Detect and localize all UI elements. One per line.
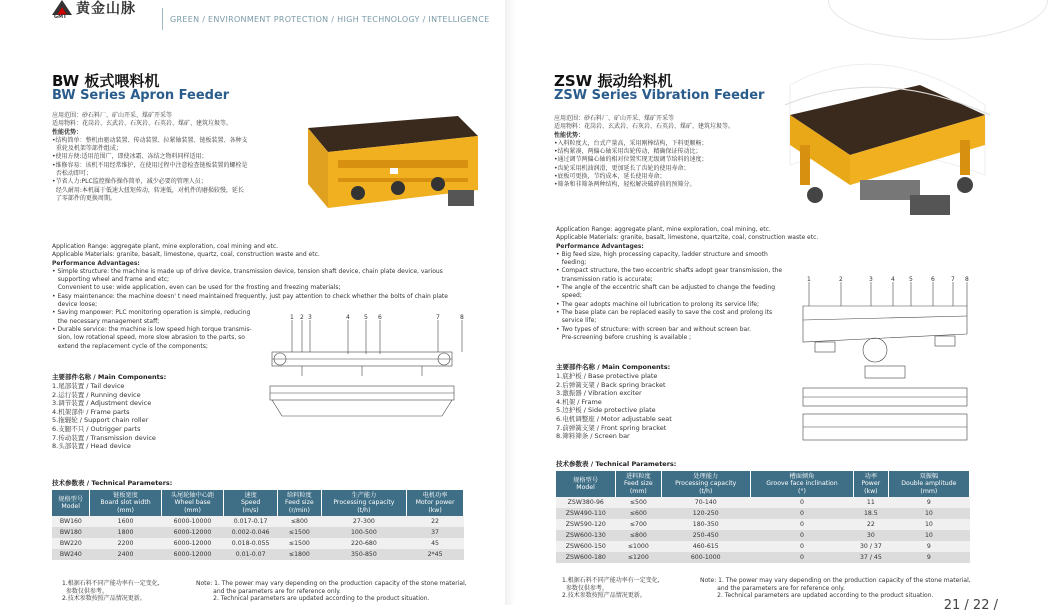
left-cn-perf-line: 经久耐用:本机属于低速大扭矩传动，转速低，对机件的磨损较慢，延长	[52, 186, 244, 194]
right-table-cell: ≤700	[616, 519, 662, 530]
right-table-cell: 10	[888, 519, 969, 530]
left-en-material: Applicable Materials: granite, basalt, limestone, quartz, coal, construction waste and etc.	[52, 251, 320, 259]
right-table-cell: ZSW590-120	[556, 519, 616, 530]
right-en-perf-line: • Compact structure, the two eccentric shafts adopt gear transmission, the	[556, 267, 783, 275]
left-component-item: 7.传动装置 / Transmission device	[52, 433, 156, 442]
right-table-cell: 0	[750, 541, 853, 552]
right-table-cell: 10	[888, 508, 969, 519]
logo-sub: GMT	[54, 14, 67, 20]
right-cn-perf-title: 性能优势：	[554, 131, 585, 139]
left-table-cell: ≤800	[278, 516, 322, 527]
right-table-cell: 0	[750, 552, 853, 563]
left-en-perf-line: sion, low rotational speed, more slow abrasion to the parts, so	[52, 334, 245, 342]
right-table-cell: ZSW600-130	[556, 530, 616, 541]
right-component-item: 5.边护板 / Side protective plate	[556, 406, 656, 415]
page-numbers: 21 / 22 /	[943, 598, 998, 613]
left-table-cell: BW220	[52, 538, 90, 549]
left-table-cell: 37	[407, 527, 464, 538]
left-diagram-callout: 3	[308, 314, 312, 321]
left-en-perf-line: • Simple structure: the machine is made up of drive device, transmission device, tension shaft device, chain plate device, various	[52, 267, 443, 275]
right-table-cell: 70-140	[661, 497, 750, 508]
right-en-range: Application Range: aggregate plant, mine exploration, coal mining, etc.	[556, 226, 771, 233]
right-table-cell: 0	[750, 519, 853, 530]
left-component-item: 1.尾部装置 / Tail device	[52, 382, 125, 390]
left-cn-range: 应用范围：砂石料厂、矿山开采、煤矿开采等	[52, 112, 173, 119]
right-cn-perf-line: •入料粒度大，台式产量高，采用刚棒结构，下料更顺畅；	[554, 139, 708, 147]
right-table-cell: ≤600	[616, 508, 662, 519]
left-component-item: 3.调节装置 / Adjustment device	[52, 399, 152, 408]
left-table-cell: 45	[407, 538, 464, 549]
right-table-cell: ZSW490-110	[556, 508, 616, 519]
company-logo	[52, 0, 162, 20]
left-en-perf-line: device loose;	[52, 301, 98, 309]
tagline: GREEN / ENVIRONMENT PROTECTION / HIGH TECHNOLOGY / INTELLIGENCE	[170, 15, 490, 24]
left-param-title: 技术参数表 / Technical Parameters:	[52, 479, 173, 487]
left-table-row	[52, 538, 464, 549]
left-cn-perf-line: 重轮及机架等部件组成；	[52, 145, 122, 153]
left-note-cn-line: 参数仅供参考。	[62, 587, 108, 595]
right-component-item: 1.底护板 / Base protective plate	[556, 372, 658, 380]
right-en-perf-line: • The angle of the eccentric shaft can be adjusted to change the feeding	[556, 284, 776, 292]
right-en-perf-line: • Big feed size, high processing capacity, ladder structure and smooth	[556, 250, 768, 258]
left-table-header-cell: 链板宽度 Board slot width (mm)	[90, 490, 162, 516]
right-note-en-line: Note: 1. The power may vary depending on the production capacity of the stone material,	[700, 577, 971, 584]
right-table-cell: ZSW380-96	[556, 497, 616, 508]
left-en-perf-line: • Saving manpower: PLC monitoring operation is simple, reducing	[52, 309, 251, 317]
right-table-header-cell: 功率 Power (kw)	[853, 471, 888, 497]
left-table-header-cell: 生产能力 Processing capacity (t/h)	[321, 490, 406, 516]
right-notes-cn	[562, 577, 702, 600]
right-cn-perf-line: •筛条和非筛条两种结构，轻松解决破碎前的预筛分。	[554, 181, 696, 189]
left-cn-perf-list	[52, 137, 282, 203]
left-diagram-callout: 5	[364, 314, 368, 321]
left-notes-en	[196, 580, 496, 603]
right-table-header-cell: 规格型号 Model	[556, 471, 616, 497]
right-table-cell: ≤500	[616, 497, 662, 508]
left-table-cell: 6000-12000	[161, 538, 223, 549]
left-table-cell: 0.01-0.07	[224, 549, 278, 560]
right-en-perf-line: Pre-screening before crushing is available ;	[556, 333, 692, 341]
left-table-header-cell: 速度 Speed (m/s)	[224, 490, 278, 516]
left-comp-title: 主要部件名称 / Main Components:	[52, 373, 167, 381]
left-table-row	[52, 549, 464, 560]
right-table-cell: 30 / 37	[853, 541, 888, 552]
right-table-cell: 0	[750, 530, 853, 541]
left-cn-perf-line: •使用方便:适用范围广，即使冰霜、冻结之物料同样适用；	[52, 153, 208, 161]
left-diagram-callout: 6	[378, 314, 382, 321]
left-table-cell: 6000-12000	[161, 549, 223, 560]
left-en-perf-line: supporting wheel and frame and etc;	[52, 276, 170, 284]
left-cn-description	[52, 112, 282, 203]
right-table-cell: ZSW600-150	[556, 541, 616, 552]
left-table-cell: 1800	[90, 527, 162, 538]
left-diagram-callout: 8	[460, 314, 464, 321]
left-diagram-callout: 2	[300, 314, 304, 321]
left-diagram-callout: 7	[436, 314, 440, 321]
left-notes-cn	[62, 580, 202, 603]
right-en-perf-line: service life;	[556, 317, 597, 325]
left-en-perf-line: extend the replacement cycle of the components;	[52, 342, 208, 350]
left-diagram-callout: 1	[290, 314, 294, 321]
right-diagram-callout: 8	[965, 276, 969, 283]
right-notes-en	[700, 577, 1000, 600]
right-table-header-cell: 处理能力 Processing capacity (t/h)	[661, 471, 750, 497]
left-table-cell: 0.017-0.17	[224, 516, 278, 527]
right-diagram-callout: 7	[951, 276, 955, 283]
left-table-cell: 100-500	[321, 527, 406, 538]
left-table-cell: 27-300	[321, 516, 406, 527]
left-en-perf-title: Performance Advantages:	[52, 259, 140, 267]
right-diagram-callout: 3	[869, 276, 873, 283]
right-table-cell: ≤800	[616, 530, 662, 541]
right-table-body	[556, 497, 970, 563]
left-note-en-line: 2. Technical parameters are updated according to the product situation.	[196, 595, 430, 602]
right-note-en-line: 2. Technical parameters are updated according to the product situation.	[700, 592, 934, 599]
right-diagram-callout: 6	[931, 276, 935, 283]
right-table-cell: 9	[888, 552, 969, 563]
left-cn-perf-title: 性能优势：	[52, 128, 83, 136]
left-table-cell: BW180	[52, 527, 90, 538]
apron-feeder-photo	[298, 98, 483, 228]
logo-text: 黄金山脉	[76, 1, 136, 17]
right-table-header-cell: 进料粒度 Feed size (mm)	[616, 471, 662, 497]
right-comp-list	[556, 372, 756, 441]
apron-feeder-diagram	[262, 312, 468, 422]
right-table-cell: ≤1200	[616, 552, 662, 563]
right-param-title: 技术参数表 / Technical Parameters:	[556, 460, 677, 468]
right-table-row	[556, 530, 970, 541]
right-en-perf-line: feeding;	[556, 259, 587, 267]
right-table-cell: 10	[888, 530, 969, 541]
right-components	[556, 362, 756, 441]
right-diagram-callout: 2	[839, 276, 843, 283]
left-table-header-row	[52, 490, 464, 516]
right-table-header-row	[556, 471, 970, 497]
left-table-body	[52, 516, 464, 560]
left-table-cell: 0.018-0.055	[224, 538, 278, 549]
right-table-header-cell: 槽面倾角 Groove face inclination (°)	[750, 471, 853, 497]
left-table-cell: 2*45	[407, 549, 464, 560]
right-table-cell: 22	[853, 519, 888, 530]
left-table-header-cell: 给料粒度 Feed size (r/min)	[278, 490, 322, 516]
left-note-cn-line: 1.根据石料不同产能功率有一定变化,	[62, 580, 160, 587]
right-table-cell: 180-350	[661, 519, 750, 530]
right-table-cell: 18.5	[853, 508, 888, 519]
right-table-row	[556, 508, 970, 519]
right-en-perf-title: Performance Advantages:	[556, 242, 644, 250]
left-table-row	[52, 516, 464, 527]
left-en-perf-line: Convenient to use: wide application, even can be used for the frosting and freezing materials;	[52, 284, 341, 292]
right-title-cn: ZSW 振动给料机	[554, 72, 673, 90]
right-table-cell: 9	[888, 541, 969, 552]
left-cn-perf-line: •结构简单：整机由驱动装置、传动装置、拉紧轴装置、链板装置、各种支	[52, 136, 248, 144]
left-table-cell: ≤1500	[278, 538, 322, 549]
left-table-cell: 2200	[90, 538, 162, 549]
left-table-cell: ≤1500	[278, 527, 322, 538]
right-cn-perf-line: •通过调节两偏心轴的相对位置实现无级调节给料的速度；	[554, 156, 708, 164]
right-diagram-callout: 5	[909, 276, 913, 283]
left-table-header-cell: 规格型号 Model	[52, 490, 90, 516]
right-table-row	[556, 552, 970, 563]
left-component-item: 5.拖辊轮 / Support chain roller	[52, 416, 149, 425]
decorative-arc	[828, 0, 1048, 40]
right-table-cell: 0	[750, 508, 853, 519]
left-table-cell: 1600	[90, 516, 162, 527]
right-cn-perf-list	[554, 140, 784, 190]
left-table-header-cell: 头尾轮轴中心距 Wheel base (mm)	[161, 490, 223, 516]
right-en-material: Applicable Materials: granite, basalt, limestone, quartzite, coal, construction waste etc.	[556, 234, 819, 242]
vibration-feeder-diagram	[795, 272, 975, 447]
right-component-item: 2.后弹簧支架 / Back spring bracket	[556, 380, 666, 389]
right-note-en-line: and the parameters are for reference only.	[700, 584, 845, 592]
right-table-cell: 120-250	[661, 508, 750, 519]
left-cn-perf-line: •维修容易：该机不用经常维护，在使用过程中注意检查链板装置的螺栓是	[52, 161, 248, 169]
right-en-perf-line: transmission ratio is accurate;	[556, 275, 653, 283]
right-table-cell: 11	[853, 497, 888, 508]
logo-mark-icon	[52, 0, 72, 15]
right-cn-material: 适用物料：花岗岩、玄武岩、石灰岩、石英岩、煤矿、建筑垃圾等。	[554, 123, 735, 131]
right-table-cell: ≤1000	[616, 541, 662, 552]
left-table-cell: 2400	[90, 549, 162, 560]
right-table-cell: 0	[750, 497, 853, 508]
right-table-cell: 9	[888, 497, 969, 508]
right-cn-perf-line: •齿轮采用机油润滑，更加延长了齿轮的使用寿命；	[554, 164, 690, 172]
right-table-cell: 30	[853, 530, 888, 541]
left-note-cn-line: 2.技术参数按照产品情况更新。	[62, 595, 146, 602]
right-table-cell: 250-450	[661, 530, 750, 541]
left-table-cell: 22	[407, 516, 464, 527]
right-params-table	[556, 471, 970, 563]
right-cn-perf-line: •结构紧凑，两偏心轴采用齿轮传动，精确保证传动比；	[554, 148, 702, 156]
right-en-perf-line: • The base plate can be replaced easily to save the cost and prolong its	[556, 308, 773, 316]
left-component-item: 6.支腿不只 / Outrigger parts	[52, 424, 141, 433]
right-component-item: 7.前弹簧支架 / Front spring bracket	[556, 423, 667, 432]
left-component-item: 2.运行装置 / Running device	[52, 390, 141, 399]
left-en-perf-line: • Easy maintenance: the machine doesn' t need maintained frequently, just pay attention to check whether the bolts of chain plate	[52, 292, 448, 300]
left-en-perf-line: the necessary management staff;	[52, 317, 160, 325]
right-table-cell: 460-615	[661, 541, 750, 552]
right-table-cell: ZSW600-180	[556, 552, 616, 563]
right-table-row	[556, 541, 970, 552]
right-comp-title: 主要部件名称 / Main Components:	[556, 363, 671, 371]
right-component-item: 3.激振器 / Vibration exciter	[556, 389, 642, 398]
right-en-perf-line: • The gear adopts machine oil lubrication to prolong its service life;	[556, 300, 760, 308]
right-table-row	[556, 497, 970, 508]
right-en-perf-list	[556, 251, 781, 342]
right-note-cn-line: 参数仅供参考。	[562, 584, 608, 592]
left-table-cell: BW160	[52, 516, 90, 527]
left-cn-perf-line: 否松动即可；	[52, 170, 92, 178]
left-en-perf-line: • Durable service: the machine is low speed high torque transmis-	[52, 325, 252, 333]
left-table-cell: 6000-12000	[161, 527, 223, 538]
left-comp-list	[52, 382, 252, 451]
left-table-cell: 0.002-0.046	[224, 527, 278, 538]
right-diagram-callout: 1	[807, 276, 811, 283]
right-note-cn-line: 1.根据石料不同产能功率有一定变化,	[562, 577, 660, 584]
left-table-cell: 350-850	[321, 549, 406, 560]
right-note-cn-line: 2.技术参数按照产品情况更新。	[562, 592, 646, 599]
left-table-cell: ≤1800	[278, 549, 322, 560]
right-component-item: 8.筛料筛条 / Screen bar	[556, 432, 630, 441]
left-diagram-callout: 4	[346, 314, 350, 321]
left-component-item: 4.机架部件 / Frame parts	[52, 407, 130, 416]
right-table-cell: 600-1000	[661, 552, 750, 563]
right-cn-perf-line: •底板可更换，节约成本，延长使用寿命；	[554, 173, 666, 181]
right-diagram-callout: 4	[891, 276, 895, 283]
tagline-divider	[162, 8, 163, 30]
left-en-range: Application Range: aggregate plant, mine exploration, coal mining and etc.	[52, 243, 279, 250]
left-cn-perf-line: 了零部件的更换周期。	[52, 194, 116, 202]
left-table-cell: 6000-10000	[161, 516, 223, 527]
right-cn-range: 应用范围：砂石料厂、矿山开采、煤矿开采等	[554, 115, 675, 122]
vibration-feeder-photo	[770, 45, 995, 245]
left-table-header-cell: 电机功率 Motor power (kw)	[407, 490, 464, 516]
left-table-cell: BW240	[52, 549, 90, 560]
right-table-header-cell: 双振幅 Double amplitude (mm)	[888, 471, 969, 497]
left-note-en-line: and the parameters are for reference only.	[196, 587, 341, 595]
right-component-item: 4.机架 / Frame	[556, 397, 602, 406]
left-cn-perf-line: •节省人力:PLC监控操作操作简单，减少必要的管理人员；	[52, 178, 207, 186]
left-title-cn: BW 板式喂料机	[52, 72, 160, 90]
left-component-item: 8.头部装置 / Head device	[52, 442, 131, 451]
left-title-en: BW Series Apron Feeder	[52, 88, 230, 103]
left-params-table	[52, 490, 464, 560]
left-note-en-line: Note: 1. The power may vary depending on the production capacity of the stone material,	[196, 580, 467, 587]
left-components	[52, 372, 252, 451]
right-cn-description	[554, 115, 784, 190]
left-cn-material: 适用物料：花岗岩、玄武岩、石灰岩、石英岩、煤矿、建筑垃圾等。	[52, 120, 233, 128]
left-table-cell: 220-680	[321, 538, 406, 549]
right-en-perf-line: speed;	[556, 292, 582, 300]
right-table-row	[556, 519, 970, 530]
right-table-cell: 37 / 45	[853, 552, 888, 563]
right-component-item: 6.电机调整座 / Motor adjustable seat	[556, 414, 672, 423]
right-title-en: ZSW Series Vibration Feeder	[554, 88, 765, 103]
left-table-row	[52, 527, 464, 538]
spread-fold	[505, 0, 515, 605]
right-en-perf-line: • Two types of structure: with screen bar and without screen bar.	[556, 325, 752, 333]
